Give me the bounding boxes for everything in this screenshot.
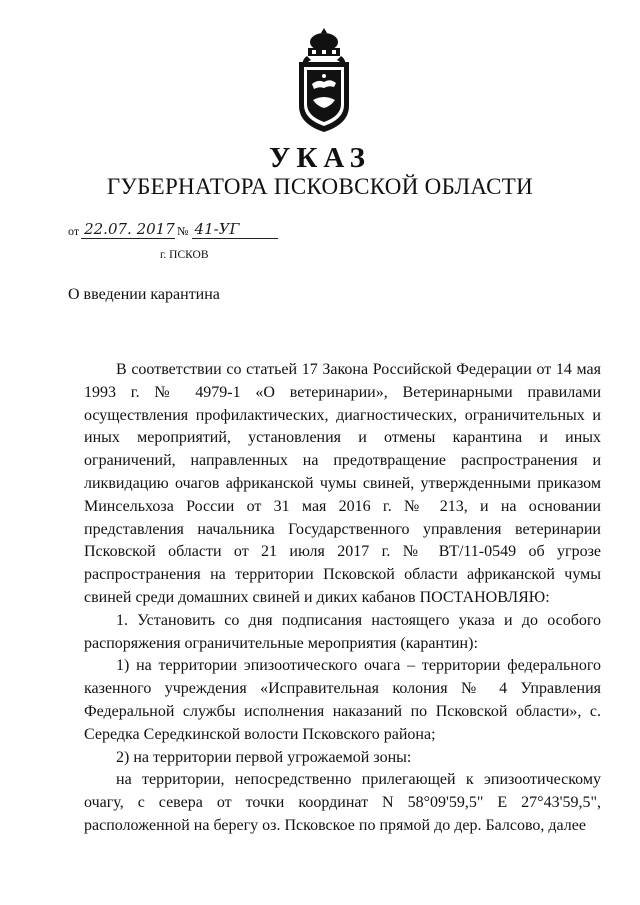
decree-title: УКАЗ bbox=[269, 142, 371, 174]
handwritten-number: 41-УГ bbox=[192, 221, 278, 239]
decree-body bbox=[84, 359, 601, 838]
body-paragraph: 2) на территории первой угрожаемой зоны: bbox=[116, 748, 412, 766]
place-of-issue: г. ПСКОВ bbox=[160, 249, 209, 261]
coat-of-arms-icon bbox=[287, 26, 361, 138]
body-paragraph: на территории, непосредственно прилегающей к эпизоотическому очагу, с севера от точки координат N 58°09'59,5" E 27°43'59,5", расположенной на берегу оз. Псковское по прямой до дер. Балсово, далее bbox=[84, 771, 601, 834]
issuer-title: ГУБЕРНАТОРА ПСКОВСКОЙ ОБЛАСТИ bbox=[106, 174, 534, 199]
body-paragraph: 1) на территории эпизоотического очага – территории федерального казенного учреждения «Исправительная колония № 4 Управления Федеральной службы исполнения наказаний по Псковской области», с. Середка Середкинской волости Псковского района; bbox=[84, 657, 601, 743]
date-prefix: от bbox=[68, 224, 80, 238]
body-paragraph: В соответствии со статьей 17 Закона Российской Федерации от 14 мая 1993 г. № 4979-1 «О ветеринарии», Ветеринарными правилами осуществления профилактических, диагностических, ограничительных и иных мероприятий, установления и отмены карантина и иных ограничений, направленных на предотвращение распространения и ликвидацию очагов африканской чумы свиней, утвержденными приказом Минсельхоза России от 31 мая 2016 г. № 213, и на основании представления начальника Государственного управления ветеринарии Псковской области от 21 июля 2017 г. № ВТ/11-0549 об угрозе распространения на территории Псковской области африканской чумы свиней среди домашних свиней и диких кабанов ПОСТАНОВЛЯЮ: bbox=[84, 361, 601, 606]
body-paragraph: 1. Установить со дня подписания настоящего указа и до особого распоряжения ограничительные мероприятия (карантин): bbox=[84, 611, 601, 652]
handwritten-date: 22.07. 2017 bbox=[81, 221, 175, 239]
decree-subject: О введении карантина bbox=[68, 286, 220, 303]
number-prefix: № bbox=[177, 224, 189, 238]
reference-line bbox=[68, 221, 278, 239]
